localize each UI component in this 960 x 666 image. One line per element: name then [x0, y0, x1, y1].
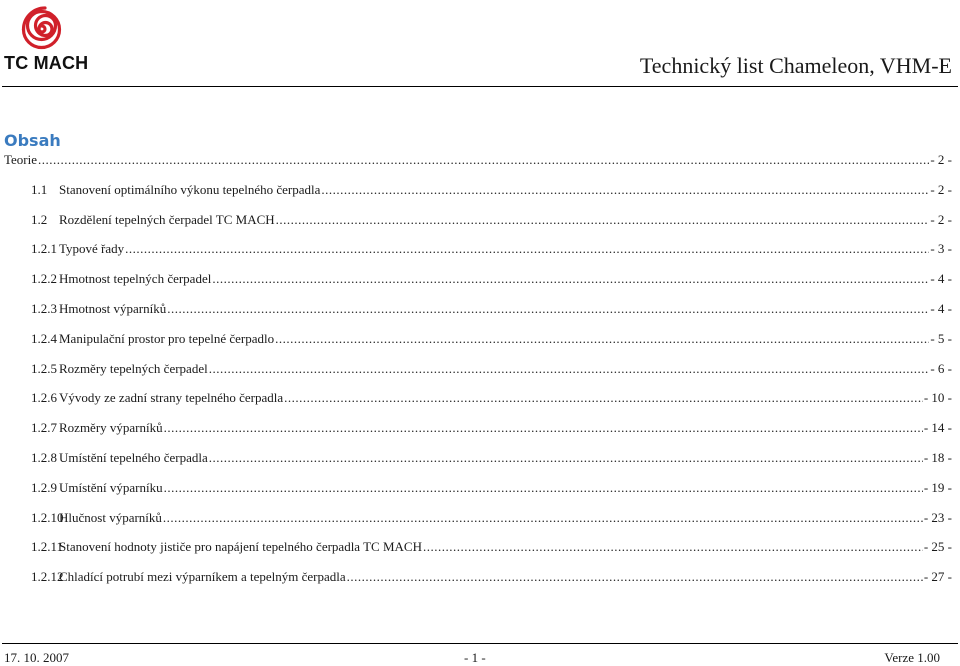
toc-dot-leader	[167, 301, 929, 317]
table-of-contents	[4, 152, 952, 599]
toc-entry[interactable]	[4, 420, 952, 450]
toc-entry[interactable]	[4, 182, 952, 212]
toc-entry-page[interactable]: - 2 -	[930, 211, 952, 227]
toc-entry[interactable]	[4, 331, 952, 361]
toc-entry[interactable]	[4, 390, 952, 420]
toc-entry-title[interactable]: Teorie	[4, 152, 38, 167]
toc-entry-title[interactable]: Manipulační prostor pro tepelné čerpadlo	[59, 330, 275, 346]
toc-dot-leader	[209, 361, 930, 377]
toc-dot-leader	[276, 212, 930, 228]
toc-entry-page[interactable]: - 18 -	[923, 449, 952, 465]
toc-entry-page[interactable]: - 25 -	[923, 539, 952, 555]
toc-entry-title[interactable]: Hlučnost výparníků	[59, 509, 162, 525]
toc-entry-number: 1.2.12	[31, 569, 64, 585]
toc-entry[interactable]	[4, 569, 952, 599]
toc-entry-number: 1.2.3	[31, 300, 57, 316]
toc-dot-leader	[284, 390, 923, 406]
toc-entry-page[interactable]: - 4 -	[930, 300, 952, 316]
toc-dot-leader	[275, 331, 929, 347]
toc-entry-title[interactable]: Stanovení optimálního výkonu tepelného čerpadla	[59, 181, 321, 197]
toc-entry-number: 1.2.7	[31, 420, 57, 436]
toc-entry-page[interactable]: - 5 -	[930, 330, 952, 346]
toc-dot-leader	[125, 241, 929, 257]
header-divider	[2, 86, 958, 87]
toc-dot-leader	[163, 510, 923, 526]
toc-entry-page[interactable]: - 23 -	[923, 509, 952, 525]
toc-dot-leader	[321, 182, 929, 198]
toc-entry-number: 1.2.1	[31, 241, 57, 257]
toc-entry[interactable]	[4, 241, 952, 271]
toc-entry-title[interactable]: Hmotnost výparníků	[59, 300, 167, 316]
toc-dot-leader	[347, 569, 923, 585]
toc-entry-page[interactable]: - 3 -	[930, 241, 952, 257]
toc-entry-title[interactable]: Rozměry výparníků	[59, 420, 163, 436]
toc-entry-number: 1.2.4	[31, 330, 57, 346]
toc-entry[interactable]	[4, 361, 952, 391]
toc-entry[interactable]	[4, 450, 952, 480]
toc-entry-number: 1.2.5	[31, 360, 57, 376]
toc-entry-number: 1.2.2	[31, 271, 57, 287]
toc-heading: Obsah	[4, 131, 61, 150]
toc-entry-page[interactable]: - 14 -	[923, 420, 952, 436]
toc-entry-title[interactable]: Hmotnost tepelných čerpadel	[59, 271, 212, 287]
toc-entry-number: 1.2.10	[31, 509, 64, 525]
toc-dot-leader	[38, 152, 929, 168]
toc-entry[interactable]	[4, 539, 952, 569]
toc-entry-page[interactable]: - 19 -	[923, 479, 952, 495]
footer-date: 17. 10. 2007	[4, 650, 69, 665]
toc-entry-number: 1.2.9	[31, 479, 57, 495]
toc-entry-page[interactable]: - 2 -	[930, 152, 952, 167]
toc-entry-title[interactable]: Rozměry tepelných čerpadel	[59, 360, 208, 376]
toc-entry-page[interactable]: - 4 -	[930, 271, 952, 287]
toc-entry-title[interactable]: Typové řady	[59, 241, 125, 257]
spiral-logo-icon	[4, 2, 84, 56]
toc-entry-number: 1.2.6	[31, 390, 57, 406]
toc-entry-title[interactable]: Stanovení hodnoty jističe pro napájení tepelného čerpadla TC MACH	[59, 539, 422, 555]
toc-entry[interactable]	[4, 152, 952, 182]
toc-entry-title[interactable]: Vývody ze zadní strany tepelného čerpadla	[59, 390, 284, 406]
toc-entry-number: 1.2	[31, 211, 48, 227]
toc-dot-leader	[164, 480, 923, 496]
toc-entry[interactable]	[4, 301, 952, 331]
toc-dot-leader	[209, 450, 923, 466]
toc-entry-number: 1.1	[31, 181, 48, 197]
toc-entry-title[interactable]: Rozdělení tepelných čerpadel TC MACH	[59, 211, 275, 227]
toc-entry-title[interactable]: Umístění tepelného čerpadla	[59, 449, 208, 465]
toc-entry-page[interactable]: - 10 -	[923, 390, 952, 406]
logo-text: TC MACH	[4, 53, 89, 73]
toc-entry[interactable]	[4, 480, 952, 510]
toc-entry-number: 1.2.8	[31, 449, 57, 465]
toc-entry-number: 1.2.11	[31, 539, 64, 555]
document-title: Technický list Chameleon, VHM-E	[639, 53, 952, 78]
toc-entry[interactable]	[4, 510, 952, 540]
toc-dot-leader	[212, 271, 929, 287]
toc-entry-page[interactable]: - 6 -	[930, 360, 952, 376]
footer-divider	[2, 643, 958, 644]
toc-entry-page[interactable]: - 2 -	[930, 181, 952, 197]
toc-dot-leader	[423, 539, 923, 555]
toc-dot-leader	[164, 420, 923, 436]
toc-entry-page[interactable]: - 27 -	[923, 569, 952, 585]
toc-entry-title[interactable]: Umístění výparníku	[59, 479, 163, 495]
footer-version: Verze 1.00	[884, 650, 940, 665]
footer-page-number: - 1 -	[464, 650, 486, 665]
toc-entry-title[interactable]: Chladící potrubí mezi výparníkem a tepelným čerpadla	[59, 569, 346, 585]
toc-entry[interactable]	[4, 212, 952, 242]
toc-entry[interactable]	[4, 271, 952, 301]
